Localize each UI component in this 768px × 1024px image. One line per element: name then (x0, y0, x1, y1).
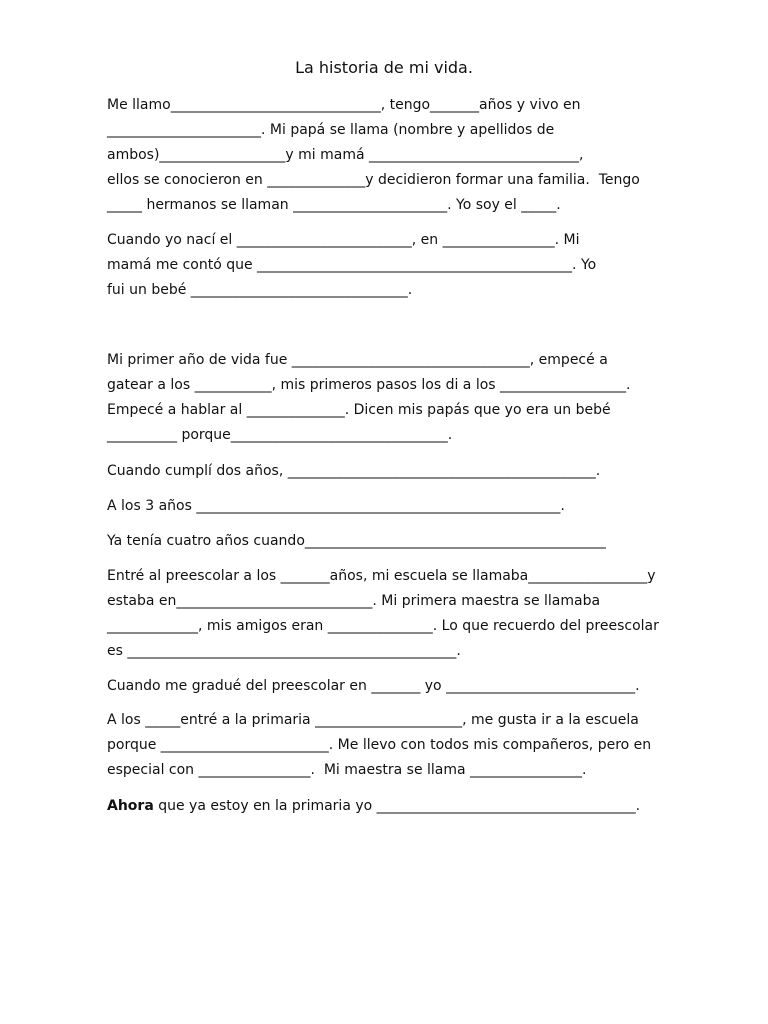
text-line: Cuando yo nací el _________________________, en ________________. Mi (107, 232, 580, 248)
text-line: Me llamo______________________________, tengo_______años y vivo en (107, 97, 581, 113)
text-line: ellos se conocieron en ______________y decidieron formar una familia. Tengo (107, 172, 640, 188)
text-line: __________ porque_______________________________. (107, 427, 453, 443)
paragraph-three-years (107, 495, 727, 517)
text-line: gatear a los ___________, mis primeros pasos los di a los __________________. (107, 377, 631, 393)
text-line: es _______________________________________________. (107, 643, 461, 659)
text-line: ambos)__________________y mi mamá ______________________________, (107, 147, 584, 163)
paragraph-preschool (107, 564, 727, 664)
text-line: _____ hermanos se llaman ______________________. Yo soy el _____. (107, 197, 561, 213)
text-line: Entré al preescolar a los _______años, mi escuela se llamaba_________________y (107, 568, 656, 584)
text-line: especial con ________________. Mi maestra se llama ________________. (107, 762, 587, 778)
text-line: Mi primer año de vida fue __________________________________, empecé a (107, 352, 608, 368)
text-line: mamá me contó que _____________________________________________. Yo (107, 257, 597, 273)
text-line-rest: que ya estoy en la primaria yo _____________________________________. (153, 798, 641, 814)
text-line: A los _____entré a la primaria _____________________, me gusta ir a la escuela (107, 712, 639, 728)
text-line: Cuando me gradué del preescolar en _______ yo ___________________________. (107, 678, 640, 694)
paragraph-primary-school (107, 708, 727, 783)
paragraph-two-years (107, 460, 727, 482)
paragraph-now (107, 795, 727, 817)
text-line: porque ________________________. Me llevo con todos mis compañeros, pero en (107, 737, 652, 753)
text-line: Ya tenía cuatro años cuando___________________________________________ (107, 533, 606, 549)
text-line: fui un bebé _______________________________. (107, 282, 413, 298)
text-line: A los 3 años ____________________________________________________. (107, 498, 565, 514)
paragraph-birth (107, 228, 727, 303)
text-line: ______________________. Mi papá se llama (nombre y apellidos de (107, 122, 555, 138)
text-line: _____________, mis amigos eran _______________. Lo que recuerdo del preescolar (107, 618, 659, 634)
text-line: Cuando cumplí dos años, ____________________________________________. (107, 463, 601, 479)
paragraph-family (107, 93, 727, 218)
emphasis-word: Ahora (107, 798, 154, 814)
paragraph-graduation (107, 675, 727, 697)
text-line: Empecé a hablar al ______________. Dicen mis papás que yo era un bebé (107, 402, 611, 418)
text-line: estaba en____________________________. Mi primera maestra se llamaba (107, 593, 601, 609)
paragraph-four-years (107, 530, 727, 552)
text-line (107, 795, 727, 817)
page-title: La historia de mi vida. (295, 58, 473, 77)
paragraph-first-year (107, 348, 727, 448)
